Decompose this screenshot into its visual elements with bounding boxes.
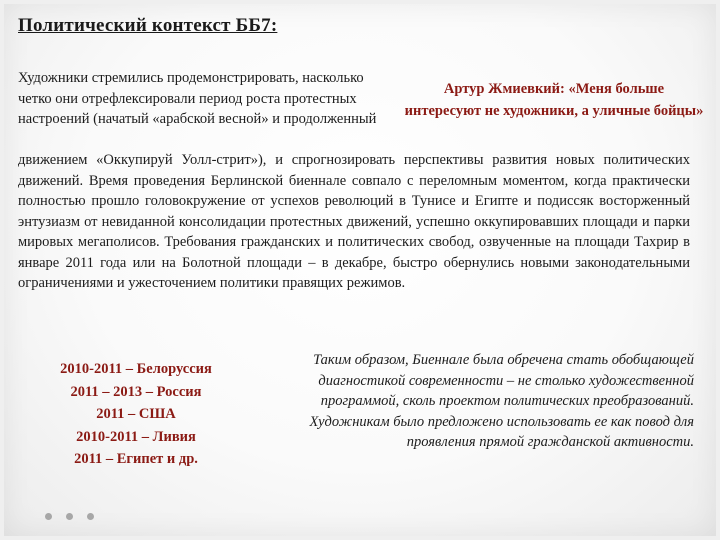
country-item: 2011 – США — [96, 406, 176, 422]
main-paragraph: движением «Оккупируй Уолл-стрит»), и спрогнозировать перспективы развития новых политических движений. Время проведения Берлинской биеннале совпало с переломным моментом, когда практически полностью прошло головокружение от успехов революций в Тунисе и Египте и подиссяк восторженный энтузиазм от невиданной консолидации протестных движений, успешно оккупировавших площади и парки мировых мегаполисов. Требования гражданских и политических свобод, озвученные на площади Тахрир в январе 2011 года или на Болотной площади – в декабре, быстро обернулись новыми законодательными ограничениями и ужесточением политики правящих режимов. — [18, 152, 690, 291]
lead-paragraph: Художники стремились продемонстрировать, насколько четко они отрефлексировали период роста протестных настроений (начатый «арабской весной» и продолженный — [18, 70, 377, 127]
country-item: 2010-2011 – Ливия — [76, 428, 196, 445]
slide — [4, 4, 716, 536]
slide-decoration-dots — [45, 513, 94, 520]
country-item: 2011 – Египет и др. — [74, 451, 198, 467]
decoration-dot — [87, 513, 94, 520]
country-item: 2011 – 2013 – Россия — [70, 383, 202, 400]
slide-title: Политический контекст ББ7: — [18, 15, 278, 36]
artist-quote: Артур Жмиевкий: «Меня больше интересуют не художники, а уличные бойцы» — [404, 81, 704, 119]
country-item: 2010-2011 – Белоруссия — [60, 361, 212, 377]
decoration-dot — [66, 513, 73, 520]
conclusion-paragraph: Таким образом, Биеннале была обречена стать обобщающей диагностикой современности – не столько художественной программой, сколь проектом политических преобразований. Художникам было предложено использовать ее как повод для проявления прямой гражданской активности. — [309, 352, 694, 450]
decoration-dot — [45, 513, 52, 520]
countries-list — [18, 358, 254, 471]
